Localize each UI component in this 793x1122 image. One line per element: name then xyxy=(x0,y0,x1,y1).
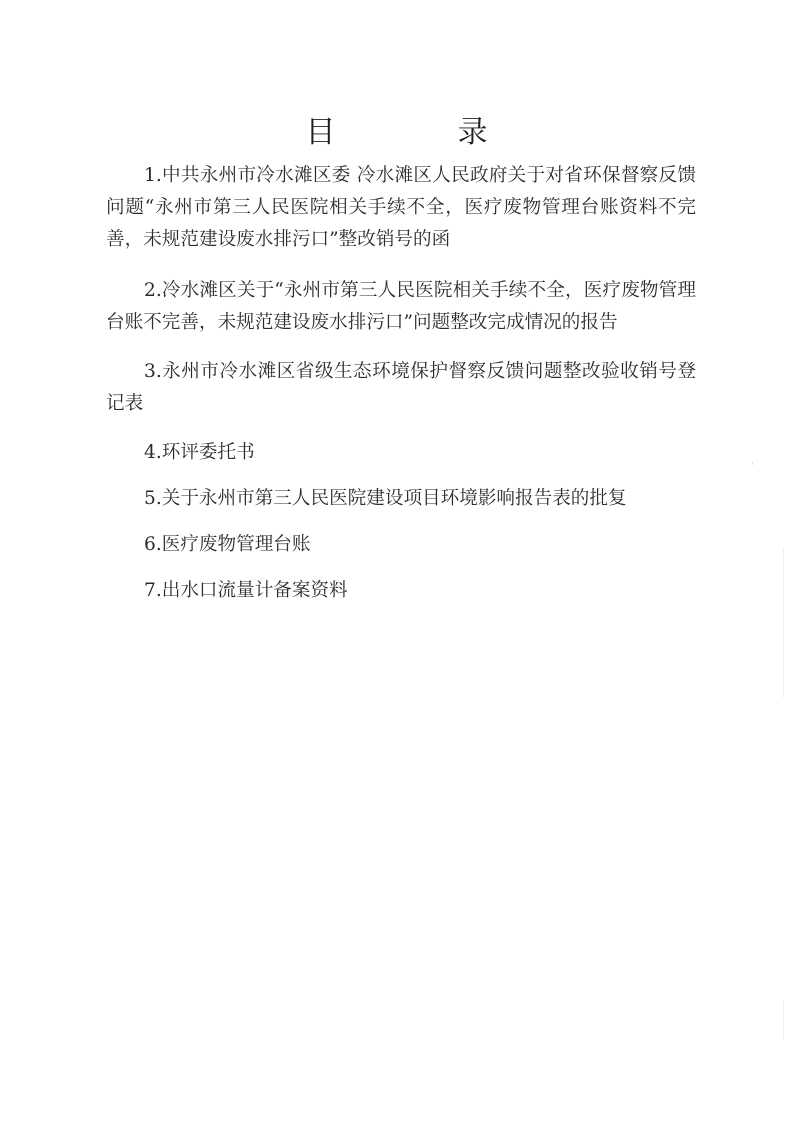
toc-entry-2: 2.冷水滩区关于“永州市第三人民医院相关手续不全，医疗废物管理台账不完善，未规范建设废水排污口”问题整改完成情况的报告 xyxy=(106,280,696,333)
scan-edge-line xyxy=(783,548,784,698)
toc-entry-6: 6.医疗废物管理台账 xyxy=(144,534,311,555)
scan-speck xyxy=(752,462,753,465)
toc-entry-1: 1.中共永州市冷水滩区委 冷水滩区人民政府关于对省环保督察反馈问题“永州市第三人民医院相关手续不全，医疗废物管理台账资料不完善，未规范建设废水排污口”整改销号的函 xyxy=(106,165,696,250)
toc-entry-7: 7.出水口流量计备案资料 xyxy=(144,580,348,601)
page-title: 目 录 xyxy=(305,115,534,150)
toc-entry-3: 3.永州市冷水滩区省级生态环境保护督察反馈问题整改验收销号登记表 xyxy=(106,361,696,414)
table-of-contents xyxy=(106,160,696,607)
scan-edge-line xyxy=(783,1000,784,1040)
toc-entry-5: 5.关于永州市第三人民医院建设项目环境影响报告表的批复 xyxy=(144,488,627,509)
toc-entry-4: 4.环评委托书 xyxy=(144,442,255,463)
